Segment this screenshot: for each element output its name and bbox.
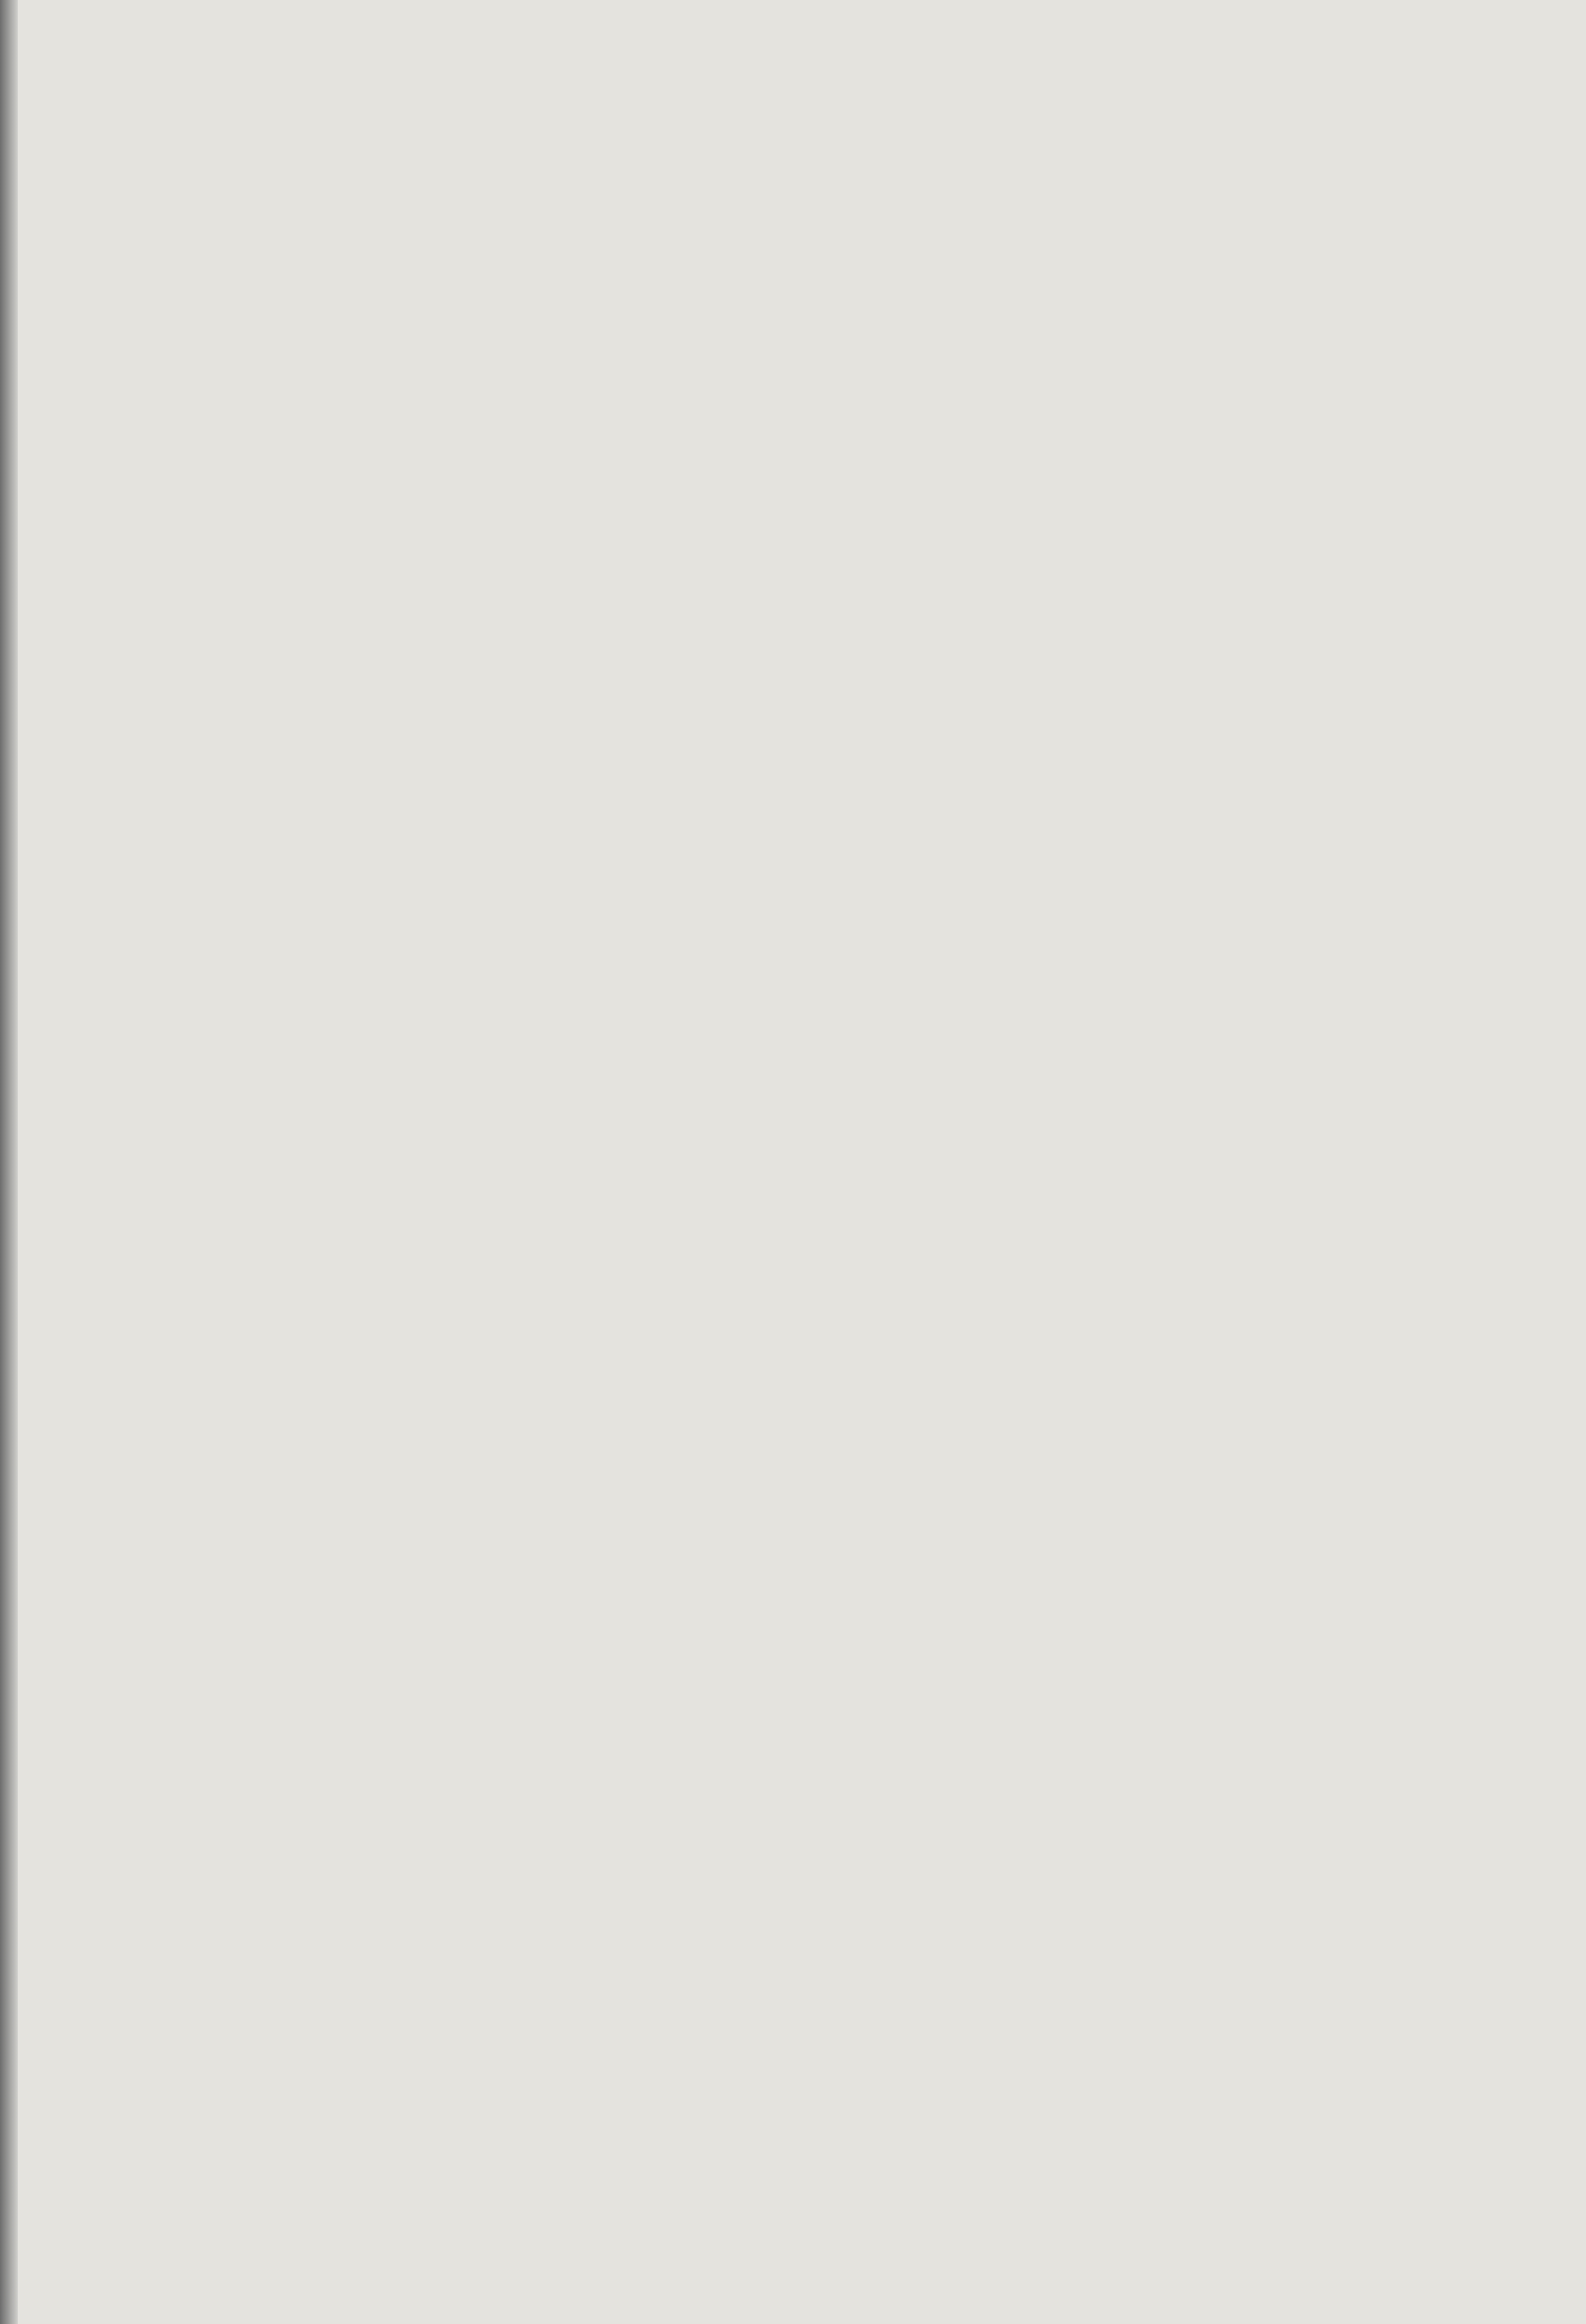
binding-shadow: [0, 0, 18, 2324]
